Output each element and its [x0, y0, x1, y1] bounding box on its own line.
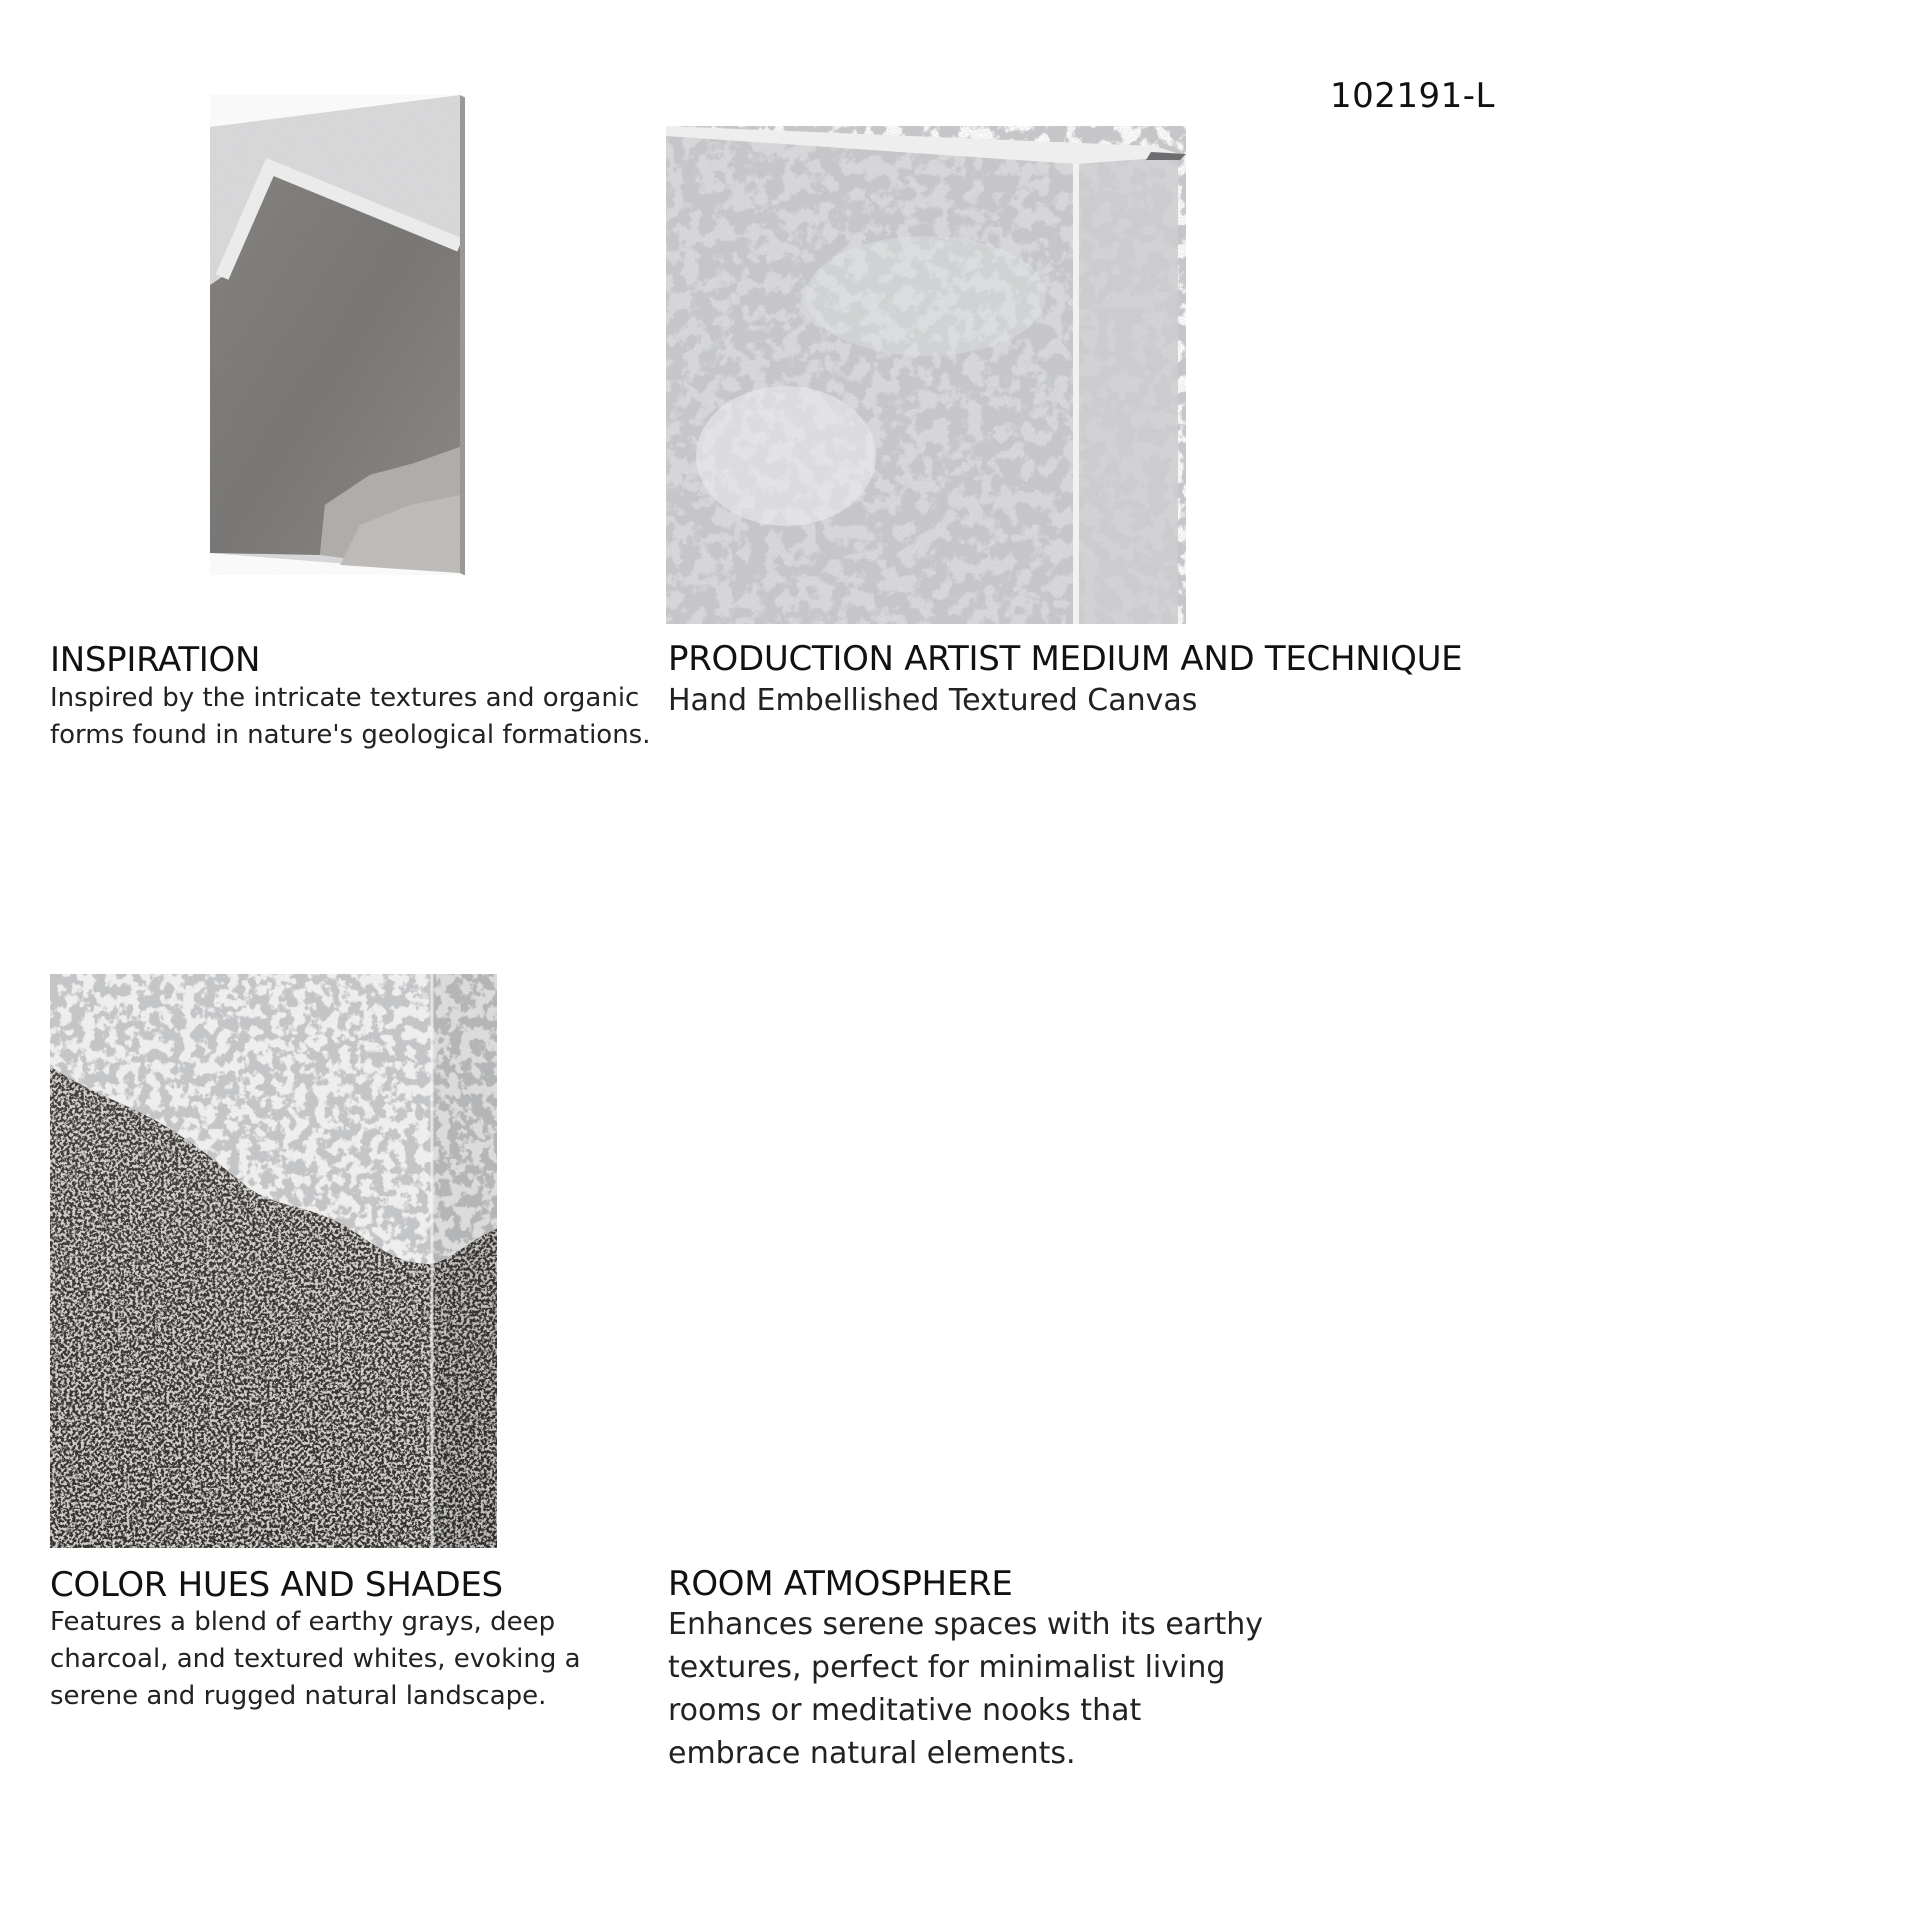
color-line-1: Features a blend of earthy grays, deep [50, 1607, 556, 1637]
canvas-corner-closeup-image [666, 126, 1186, 624]
canvas-texture-artwork [50, 974, 497, 1548]
inspiration-text [50, 680, 651, 754]
color-line-2: charcoal, and textured whites, evoking a [50, 1644, 581, 1674]
room-line-1: Enhances serene spaces with its earthy [668, 1607, 1264, 1642]
inspiration-line-1: Inspired by the intricate textures and organic [50, 683, 640, 713]
canvas-corner-artwork [666, 126, 1186, 624]
room-text [668, 1603, 1263, 1775]
texture-closeup-image [50, 974, 497, 1548]
canvas-full-artwork [210, 95, 465, 575]
color-heading: COLOR HUES AND SHADES [50, 1565, 503, 1605]
angled-canvas-image [210, 95, 465, 575]
room-line-4: embrace natural elements. [668, 1736, 1076, 1771]
product-sku: 102191-L [1330, 76, 1496, 116]
inspiration-line-2: forms found in nature's geological formations. [50, 720, 651, 750]
production-line-1: Hand Embellished Textured Canvas [668, 683, 1198, 718]
room-line-2: textures, perfect for minimalist living [668, 1650, 1226, 1685]
room-heading: ROOM ATMOSPHERE [668, 1564, 1013, 1604]
inspiration-heading: INSPIRATION [50, 640, 261, 680]
color-line-3: serene and rugged natural landscape. [50, 1681, 547, 1711]
production-heading: PRODUCTION ARTIST MEDIUM AND TECHNIQUE [668, 639, 1463, 679]
room-line-3: rooms or meditative nooks that [668, 1693, 1142, 1728]
production-text [668, 679, 1197, 722]
color-text [50, 1604, 581, 1715]
